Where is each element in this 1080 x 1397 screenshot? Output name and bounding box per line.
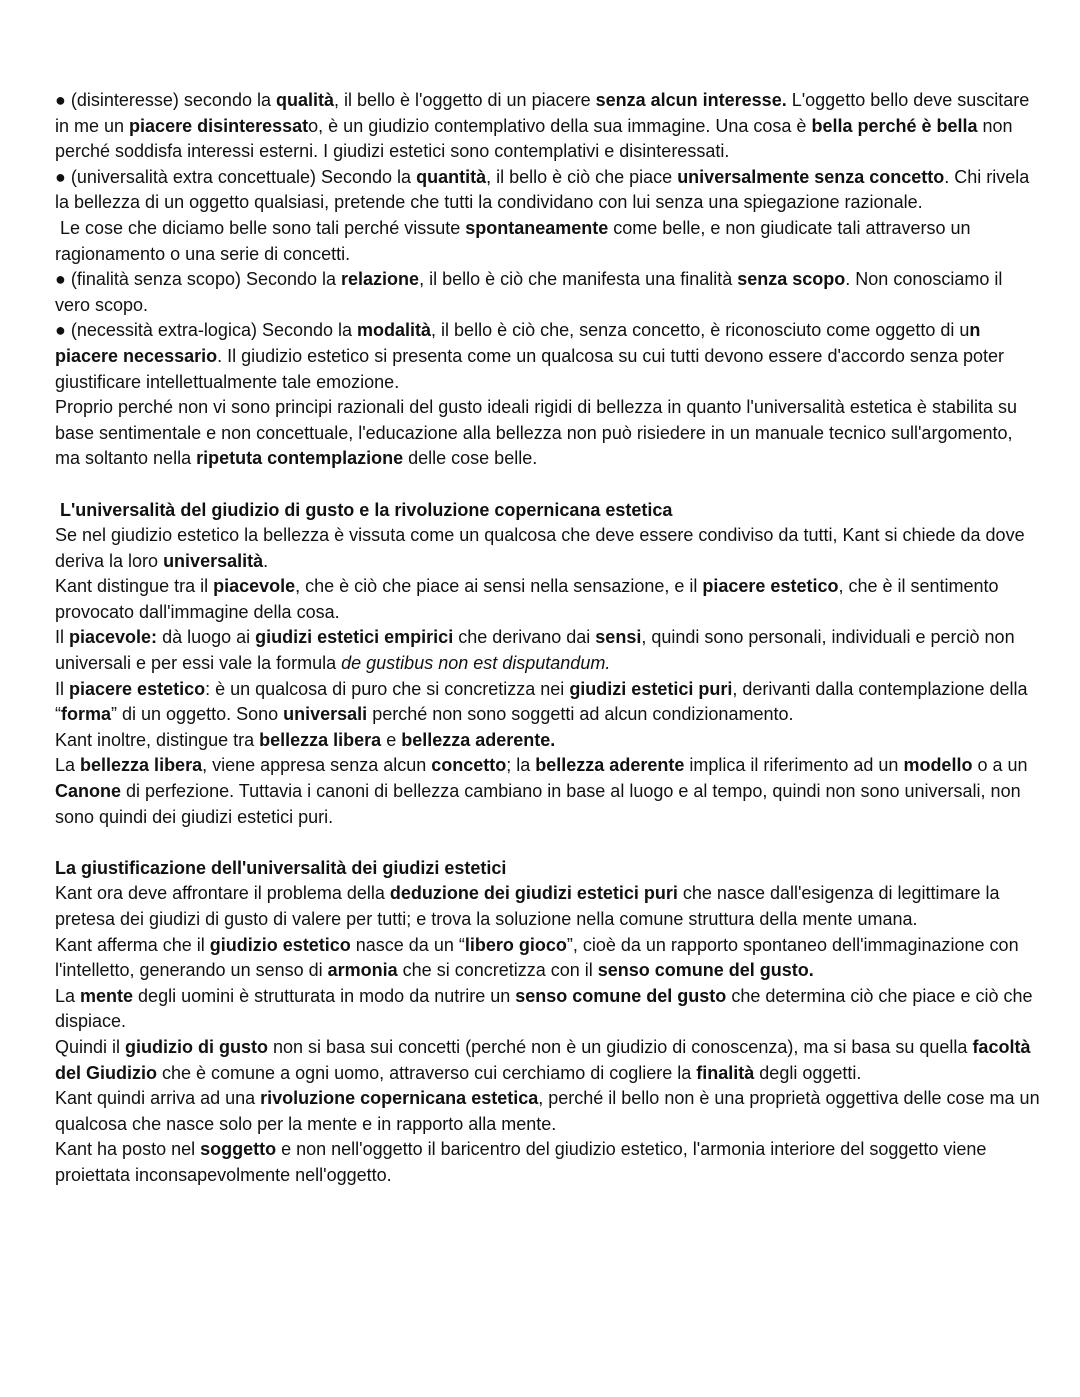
text-run: , che è ciò che piace ai sensi nella sensazione, e il: [295, 576, 703, 597]
text-run: . Chi rivela la bellezza di un oggetto qualsiasi, pretende che tutti la condividano con lui senza una spiegazione razionale.: [55, 166, 1030, 213]
section-paragraph: [55, 625, 1040, 676]
text-run: e: [381, 729, 402, 750]
text-run: ● (disinteresse) secondo la: [55, 90, 276, 110]
text-run: non perché soddisfa interessi esterni. I giudizi estetici sono contemplativi e disinteressati.: [55, 115, 1013, 162]
text-run: La: [55, 755, 81, 776]
text-run: che nasce dall'esigenza di legittimare la pretesa dei giudizi di gusto di valere per tutti; e trova la soluzione nella comune struttura della mente umana.: [55, 883, 1000, 929]
bold-text: bellezza aderente.: [401, 729, 556, 750]
bullet-finalita: [55, 267, 1040, 318]
text-run: Il: [55, 678, 70, 699]
bold-text: piacere estetico: [69, 678, 206, 699]
section-paragraph: [55, 1137, 1040, 1188]
text-run: . Il giudizio estetico si presenta come un qualcosa su cui tutti devono essere d'accordo senza poter giustificare intellettualmente tale emozione.: [55, 345, 1004, 392]
text-run: o a un: [972, 755, 1028, 776]
italic-text: de gustibus non est disputandum.: [341, 653, 611, 674]
text-run: , derivanti dalla contemplazione della “: [55, 678, 1028, 725]
bold-text: forma: [61, 704, 112, 725]
text-run: o, è un giudizio contemplativo della sua immagine. Una cosa è: [308, 115, 812, 136]
paragraph-contemplazione: [55, 395, 1040, 472]
text-run: che determina ciò che piace e ciò che dispiace.: [55, 985, 1033, 1032]
bold-text: giudizi estetici empirici: [255, 627, 454, 648]
text-run: che derivano dai: [453, 627, 596, 648]
text-run: Il: [55, 627, 70, 648]
text-run: delle cose belle.: [403, 448, 538, 469]
section-paragraph: [55, 984, 1040, 1035]
bold-text: senso comune del gusto: [515, 985, 727, 1006]
text-run: Kant ora deve affrontare il problema della: [55, 883, 390, 904]
text-run: degli uomini è strutturata in modo da nutrire un: [133, 985, 516, 1006]
bullet-disinteresse: [55, 88, 1040, 165]
text-run: Kant ha posto nel: [55, 1139, 201, 1160]
text-run: ”, cioè da un rapporto spontaneo dell'immaginazione con l'intelletto, generando un senso di: [55, 934, 1019, 981]
bold-text: piacevole:: [69, 627, 158, 648]
bullet-universalita: [55, 165, 1040, 216]
text-run: Kant afferma che il: [55, 934, 210, 955]
bold-text: bellezza libera: [80, 755, 203, 776]
text-run: ” di un oggetto. Sono: [111, 704, 284, 725]
text-run: , il bello è ciò che manifesta una finalità: [419, 269, 738, 290]
section-universalita: [55, 498, 1040, 831]
section-paragraph: [55, 1086, 1040, 1137]
bold-text: libero gioco: [464, 934, 567, 955]
text-run: nasce da un “: [350, 934, 465, 955]
text-run: degli oggetti.: [754, 1062, 862, 1083]
text-run: Quindi il: [55, 1036, 126, 1057]
text-run: La: [55, 985, 81, 1006]
section-paragraph: [55, 728, 1040, 754]
spacer: [55, 830, 1040, 856]
text-run: , quindi sono personali, individuali e perciò non universali e per essi vale la formula: [55, 627, 1015, 674]
paragraph-spontaneamente: [55, 216, 1040, 267]
bold-text: concetto: [431, 755, 507, 776]
bold-text: bellezza libera: [259, 729, 382, 750]
bold-text: modalità: [357, 320, 432, 341]
bold-text: soggetto: [200, 1139, 277, 1160]
bold-text: giudizi estetici puri: [569, 678, 733, 699]
text-run: Se nel giudizio estetico la bellezza è vissuta come un qualcosa che deve essere condiviso da tutti, Kant si chiede da dove deriva la loro: [55, 525, 1025, 571]
text-run: ● (finalità senza scopo) Secondo la: [55, 269, 342, 290]
section-heading: La giustificazione dell'universalità dei giudizi estetici: [55, 857, 507, 878]
bold-text: piacere disinteressat: [129, 115, 309, 136]
text-run: Kant quindi arriva ad una: [55, 1088, 261, 1109]
bold-text: armonia: [327, 960, 398, 981]
text-run: , perché il bello non è una proprietà oggettiva delle cose ma un qualcosa che nasce solo per la mente e in rapporto alla mente.: [55, 1088, 1040, 1134]
bold-text: n piacere necessario: [55, 320, 981, 366]
bold-text: giudizio estetico: [209, 934, 351, 955]
text-run: Le cose che diciamo belle sono tali perché vissute: [55, 217, 466, 238]
bold-text: quantità: [416, 166, 487, 187]
bullet-necessita: [55, 318, 1040, 395]
section-paragraph: [55, 753, 1040, 830]
section-paragraph: [55, 677, 1040, 728]
spacer: [55, 472, 1040, 498]
bold-text: qualità: [275, 90, 334, 110]
text-run: .: [263, 550, 269, 571]
text-run: , il bello è l'oggetto di un piacere: [334, 90, 596, 110]
bold-text: giudizio di gusto: [125, 1036, 269, 1057]
bold-text: spontaneamente: [465, 217, 609, 238]
bold-text: bellezza aderente: [535, 755, 685, 776]
text-run: Kant inoltre, distingue tra: [55, 729, 260, 750]
section-paragraph: [55, 523, 1040, 574]
text-run: ● (necessità extra-logica) Secondo la: [55, 320, 358, 341]
section-paragraph: [55, 1035, 1040, 1086]
text-run: come belle, e non giudicate tali attraverso un ragionamento o una serie di concetti.: [55, 217, 971, 264]
bold-text: bella perché è bella: [811, 115, 978, 136]
text-run: : è un qualcosa di puro che si concretizza nei: [205, 678, 570, 699]
text-run: . Non conosciamo il vero scopo.: [55, 269, 1003, 315]
bold-text: universalmente senza concetto: [677, 166, 945, 187]
section-heading: L'universalità del giudizio di gusto e la rivoluzione copernicana estetica: [55, 499, 673, 520]
text-run: che è comune a ogni uomo, attraverso cui cerchiamo di cogliere la: [157, 1062, 697, 1083]
section-paragraph: [55, 574, 1040, 625]
bold-text: senso comune del gusto.: [597, 960, 814, 981]
bold-text: Canone: [55, 781, 122, 802]
text-run: Proprio perché non vi sono principi razionali del gusto ideali rigidi di bellezza in quanto l'universalità estetica è stabilita su base sentimentale e non concettuale, l'educazione alla bellezza non può risiedere in un manuale tecnico sull'argomento, ma soltanto nella: [55, 397, 1017, 469]
text-run: che si concretizza con il: [397, 960, 598, 981]
text-run: perché non sono soggetti ad alcun condizionamento.: [367, 704, 794, 725]
text-run: di perfezione. Tuttavia i canoni di bellezza cambiano in base al luogo e al tempo, quindi non sono universali, non sono quindi dei giudizi estetici puri.: [55, 781, 1021, 827]
bold-text: ripetuta contemplazione: [196, 448, 404, 469]
bold-text: senza alcun interesse.: [595, 90, 787, 110]
section-paragraph: [55, 881, 1040, 932]
bold-text: piacevole: [213, 576, 296, 597]
bold-text: rivoluzione copernicana estetica: [260, 1088, 539, 1109]
bold-text: modello: [903, 755, 973, 776]
bold-text: universalità: [163, 550, 264, 571]
bold-text: mente: [80, 985, 134, 1006]
bold-text: finalità: [696, 1062, 755, 1083]
bold-text: facoltà del Giudizio: [55, 1036, 1031, 1083]
bold-text: sensi: [595, 627, 642, 648]
text-run: dà luogo ai: [157, 627, 256, 648]
bold-text: deduzione dei giudizi estetici puri: [389, 883, 678, 904]
text-run: L'oggetto bello deve suscitare in me un: [55, 90, 1030, 136]
section-paragraph: [55, 933, 1040, 984]
bold-text: piacere estetico: [702, 576, 839, 597]
bold-text: relazione: [341, 269, 420, 290]
intro-bullets: [55, 88, 1040, 472]
text-run: , che è il sentimento provocato dall'immagine della cosa.: [55, 576, 999, 622]
text-run: Kant distingue tra il: [55, 576, 214, 597]
text-run: , viene appresa senza alcun: [202, 755, 432, 776]
section-giustificazione: [55, 856, 1040, 1189]
bold-text: universali: [283, 704, 368, 725]
text-run: , il bello è ciò che piace: [486, 166, 678, 187]
text-run: ● (universalità extra concettuale) Secondo la: [55, 166, 417, 187]
text-run: , il bello è ciò che, senza concetto, è riconosciuto come oggetto di u: [431, 320, 970, 341]
text-run: ; la: [506, 755, 536, 776]
text-run: e non nell'oggetto il baricentro del giudizio estetico, l'armonia interiore del soggetto viene proiettata inconsapevolmente nell'oggetto.: [55, 1139, 987, 1185]
text-run: implica il riferimento ad un: [684, 755, 904, 776]
text-run: non si basa sui concetti (perché non è un giudizio di conoscenza), ma si basa su quella: [268, 1036, 973, 1057]
bold-text: senza scopo: [737, 269, 846, 290]
